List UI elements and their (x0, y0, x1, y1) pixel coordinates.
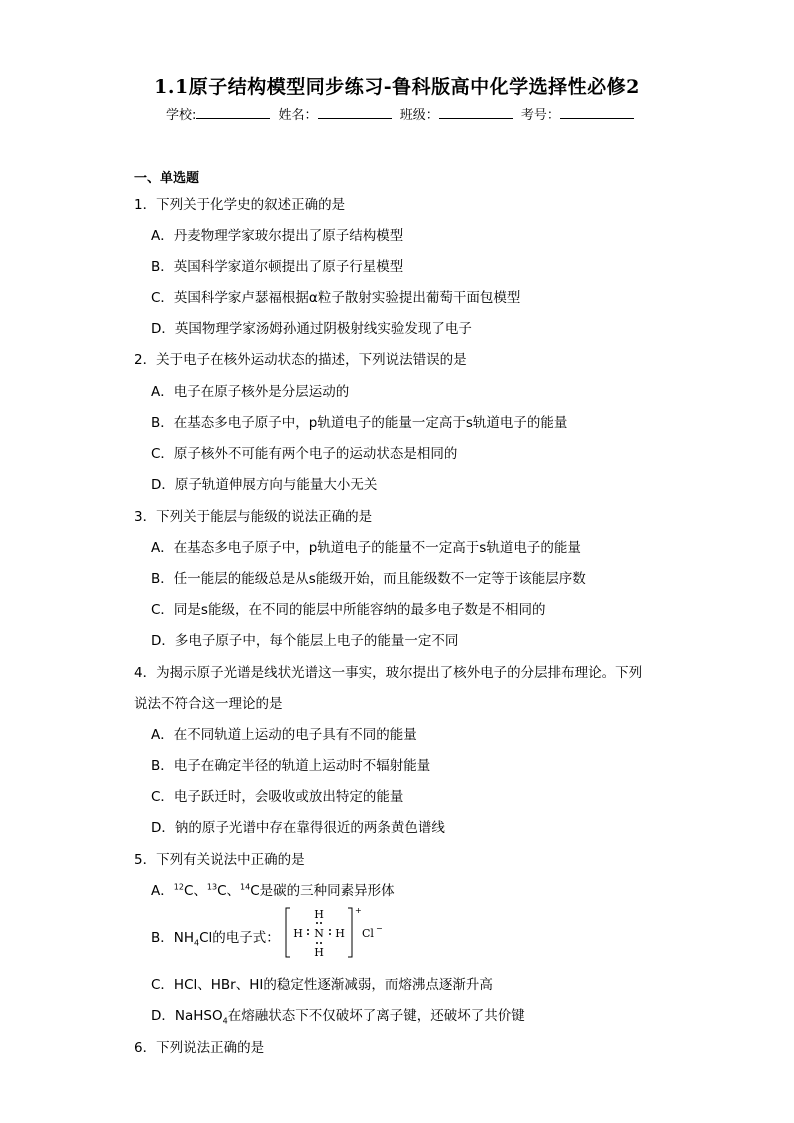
question-3-option-b: B．任一能层的能级总是从s能级开始，而且能级数不一定等于该能层序数 (151, 571, 586, 587)
question-4-option-d: D．钠的原子光谱中存在靠得很近的两条黄色谱线 (151, 820, 445, 836)
page-title: 1.1原子结构模型同步练习-鲁科版高中化学选择性必修2 (154, 76, 640, 98)
question-5-option-b (151, 926, 280, 946)
question-4-stem-line-1: 4．为揭示原子光谱是线状光谱这一事实，玻尔提出了核外电子的分层排布理论。下列 (134, 665, 643, 681)
question-2-option-c: C．原子核外不可能有两个电子的运动状态是相同的 (151, 446, 458, 462)
right-bracket (348, 908, 352, 957)
nh4-subscript: 4 (194, 938, 200, 948)
exam-number-label: 考号： (520, 108, 560, 123)
question-1-option-b: B．英国科学家道尔顿提出了原子行星模型 (151, 259, 404, 275)
left-bracket (286, 908, 290, 957)
name-label: 姓名： (278, 108, 318, 123)
school-blank[interactable] (196, 106, 270, 119)
exam-number-blank[interactable] (560, 106, 634, 119)
question-2-option-d: D．原子轨道伸展方向与能量大小无关 (151, 477, 378, 493)
question-1-option-c: C．英国科学家卢瑟福根据α粒子散射实验提出葡萄干面包模型 (151, 290, 521, 306)
nitrogen-center: N (314, 927, 324, 940)
question-6-stem: 6．下列说法正确的是 (134, 1040, 265, 1056)
carbon-12-symbol: C、 (183, 883, 207, 899)
question-5-option-d (151, 1004, 525, 1024)
option-d-prefix: D．NaHSO (151, 1008, 223, 1024)
question-2-option-b: B．在基态多电子原子中，p轨道电子的能量一定高于s轨道电子的能量 (151, 415, 568, 431)
electron-dot (307, 929, 309, 931)
mass-number-14: 14 (240, 882, 251, 892)
chloride-symbol: Cl (362, 927, 374, 940)
question-1-option-d: D．英国物理学家汤姆孙通过阴极射线实验发现了电子 (151, 321, 472, 337)
hydrogen-top: H (314, 908, 324, 921)
question-4-stem-line-2: 说法不符合这一理论的是 (134, 696, 283, 712)
section-heading: 一、单选题 (134, 171, 200, 186)
electron-dot (307, 933, 309, 935)
electron-dot (329, 929, 331, 931)
question-2-stem: 2．关于电子在核外运动状态的描述，下列说法错误的是 (134, 352, 467, 368)
class-blank[interactable] (439, 106, 513, 119)
school-label: 学校: (166, 108, 197, 123)
nahso4-subscript: 4 (222, 1016, 228, 1026)
carbon-13-symbol: C、 (217, 883, 240, 899)
question-1-option-a: A．丹麦物理学家玻尔提出了原子结构模型 (151, 228, 404, 244)
option-a-prefix: A． (151, 883, 174, 899)
electron-dot (320, 922, 322, 924)
option-d-rest: 在熔融状态下不仅破坏了离子键，还破坏了共价键 (227, 1008, 525, 1024)
question-1-stem: 1．下列关于化学史的叙述正确的是 (134, 197, 346, 213)
option-a-rest: C是碳的三种同素异形体 (250, 883, 395, 899)
student-info-line (166, 104, 638, 123)
question-4-option-b: B．电子在确定半径的轨道上运动时不辐射能量 (151, 758, 431, 774)
question-4-option-a: A．在不同轨道上运动的电子具有不同的能量 (151, 727, 417, 743)
class-label: 班级： (399, 108, 439, 123)
electron-dot (329, 933, 331, 935)
question-4-option-c: C．电子跃迁时，会吸收或放出特定的能量 (151, 789, 404, 805)
mass-number-12: 12 (173, 882, 184, 892)
name-blank[interactable] (318, 106, 392, 119)
hydrogen-bottom: H (314, 946, 324, 959)
question-3-option-c: C．同是s能级，在不同的能层中所能容纳的最多电子数是不相同的 (151, 602, 546, 618)
question-3-option-a: A．在基态多电子原子中，p轨道电子的能量不一定高于s轨道电子的能量 (151, 540, 581, 556)
option-b-prefix: B．NH (151, 930, 195, 946)
chloride-charge: − (376, 924, 383, 933)
question-3-stem: 3．下列关于能层与能级的说法正确的是 (134, 509, 373, 525)
question-3-option-d: D．多电子原子中，每个能层上电子的能量一定不同 (151, 633, 459, 649)
hydrogen-right: H (335, 927, 345, 940)
question-5-stem: 5．下列有关说法中正确的是 (134, 852, 305, 868)
mass-number-13: 13 (206, 882, 218, 892)
electron-dot (320, 942, 322, 944)
question-5-option-a (151, 879, 395, 899)
ammonium-charge: + (355, 906, 362, 915)
electron-dot (316, 922, 318, 924)
question-2-option-a: A．电子在原子核外是分层运动的 (151, 384, 350, 400)
ammonium-lewis-structure (284, 905, 384, 960)
option-b-rest: Cl的电子式： (199, 930, 280, 946)
electron-dot (316, 942, 318, 944)
question-5-option-c: C．HCl、HBr、HI的稳定性逐渐减弱，而熔沸点逐渐升高 (151, 977, 493, 993)
hydrogen-left: H (293, 927, 303, 940)
